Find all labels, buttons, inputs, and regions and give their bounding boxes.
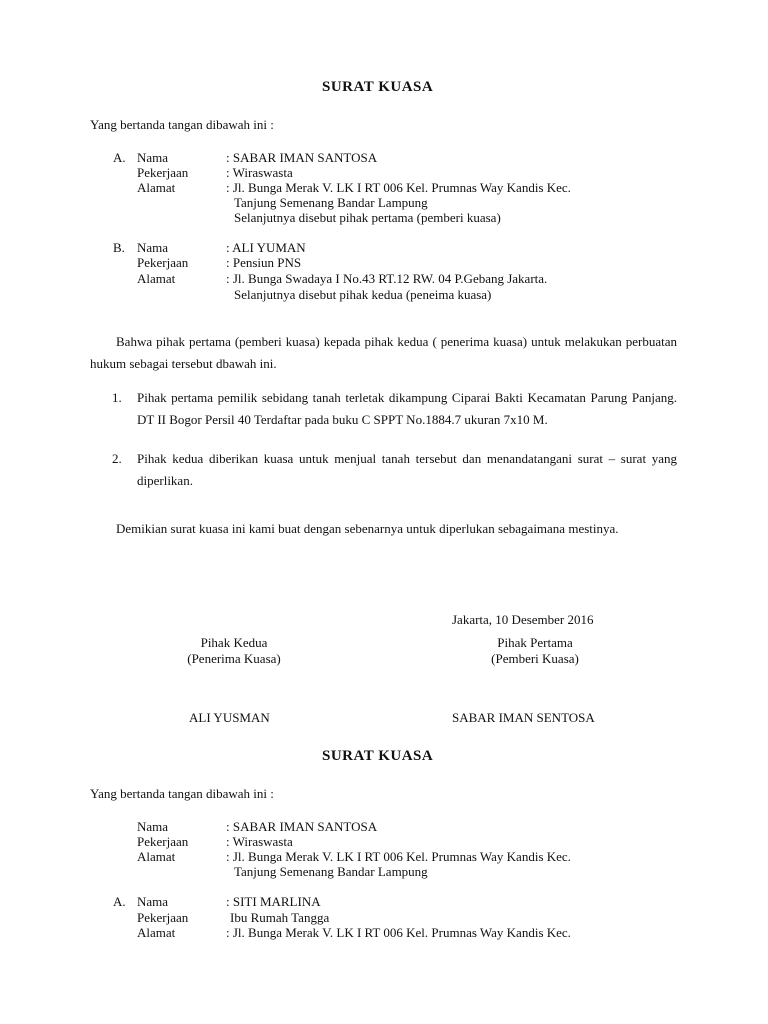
party-b-pekerjaan-value: : Pensiun PNS bbox=[226, 255, 302, 270]
party-1-alamat-value: : Jl. Bunga Merak V. LK I RT 006 Kel. Prumnas Way Kandis Kec. bbox=[226, 849, 571, 864]
party-2-pekerjaan-label: Pekerjaan bbox=[137, 910, 189, 925]
party-b-nama-label: Nama bbox=[137, 240, 169, 255]
right-sign-sub: (Pemberi Kuasa) bbox=[491, 651, 579, 666]
party-a-alamat-cont: Tanjung Semenang Bandar Lampung bbox=[234, 195, 428, 210]
party-2-letter: A. bbox=[113, 894, 126, 909]
party-2-nama-label: Nama bbox=[137, 894, 169, 909]
letter1-statement: Bahwa pihak pertama (pemberi kuasa) kepada pihak kedua ( penerima kuasa) untuk melakukan perbuatan hukum sebagai tersebut dbawah ini. bbox=[90, 334, 677, 371]
party-a-note: Selanjutnya disebut pihak pertama (pemberi kuasa) bbox=[234, 210, 501, 225]
party-1-pekerjaan-value: : Wiraswasta bbox=[226, 834, 293, 849]
party-b-letter: B. bbox=[113, 240, 125, 255]
right-sign-role: Pihak Pertama bbox=[497, 635, 573, 650]
party-a-pekerjaan-value: : Wiraswasta bbox=[226, 165, 293, 180]
left-sign-name: ALI YUSMAN bbox=[189, 710, 270, 725]
party-b-note: Selanjutnya disebut pihak kedua (peneima kuasa) bbox=[234, 287, 492, 302]
left-sign-sub: (Penerima Kuasa) bbox=[187, 651, 281, 666]
party-1-nama-value: : SABAR IMAN SANTOSA bbox=[226, 819, 378, 834]
right-sign-name: SABAR IMAN SENTOSA bbox=[452, 710, 595, 725]
place-date: Jakarta, 10 Desember 2016 bbox=[452, 612, 594, 627]
letter1-title: SURAT KUASA bbox=[322, 79, 434, 95]
item-2-number: 2. bbox=[112, 451, 122, 466]
party-b-nama-value: : ALI YUMAN bbox=[226, 240, 306, 255]
party-b-alamat-label: Alamat bbox=[137, 271, 176, 286]
party-a-nama-label: Nama bbox=[137, 150, 169, 165]
left-sign-role: Pihak Kedua bbox=[200, 635, 268, 650]
party-1-alamat-cont: Tanjung Semenang Bandar Lampung bbox=[234, 864, 428, 879]
party-a-nama-value: : SABAR IMAN SANTOSA bbox=[226, 150, 378, 165]
party-a-pekerjaan-label: Pekerjaan bbox=[137, 165, 189, 180]
party-1-nama-label: Nama bbox=[137, 819, 169, 834]
party-2-alamat-value: : Jl. Bunga Merak V. LK I RT 006 Kel. Prumnas Way Kandis Kec. bbox=[226, 925, 571, 940]
party-2-alamat-label: Alamat bbox=[137, 925, 176, 940]
party-a-letter: A. bbox=[113, 150, 126, 165]
party-a-alamat-label: Alamat bbox=[137, 180, 176, 195]
party-b-pekerjaan-label: Pekerjaan bbox=[137, 255, 189, 270]
party-b-alamat-value: : Jl. Bunga Swadaya I No.43 RT.12 RW. 04 P.Gebang Jakarta. bbox=[226, 271, 548, 286]
item-1-text: Pihak pertama pemilik sebidang tanah terletak dikampung Ciparai Bakti Kecamatan Parung Panjang. DT II Bogor Persil 40 Terdaftar pada buku C SPPT No.1884.7 ukuran 7x10 M. bbox=[137, 390, 677, 427]
party-1-pekerjaan-label: Pekerjaan bbox=[137, 834, 189, 849]
party-2-nama-value: : SITI MARLINA bbox=[226, 894, 321, 909]
item-2-text: Pihak kedua diberikan kuasa untuk menjual tanah tersebut dan menandatangani surat – surat yang diperlikan. bbox=[137, 451, 677, 488]
letter2-intro: Yang bertanda tangan dibawah ini : bbox=[90, 786, 274, 801]
letter1-intro: Yang bertanda tangan dibawah ini : bbox=[90, 117, 274, 132]
letter2-title: SURAT KUASA bbox=[322, 748, 434, 764]
party-a-alamat-value: : Jl. Bunga Merak V. LK I RT 006 Kel. Prumnas Way Kandis Kec. bbox=[226, 180, 571, 195]
party-2-pekerjaan-value: Ibu Rumah Tangga bbox=[230, 910, 330, 925]
letter1-closing: Demikian surat kuasa ini kami buat dengan sebenarnya untuk diperlukan sebagaimana mestinya. bbox=[116, 521, 619, 536]
item-1-number: 1. bbox=[112, 390, 122, 405]
party-1-alamat-label: Alamat bbox=[137, 849, 176, 864]
